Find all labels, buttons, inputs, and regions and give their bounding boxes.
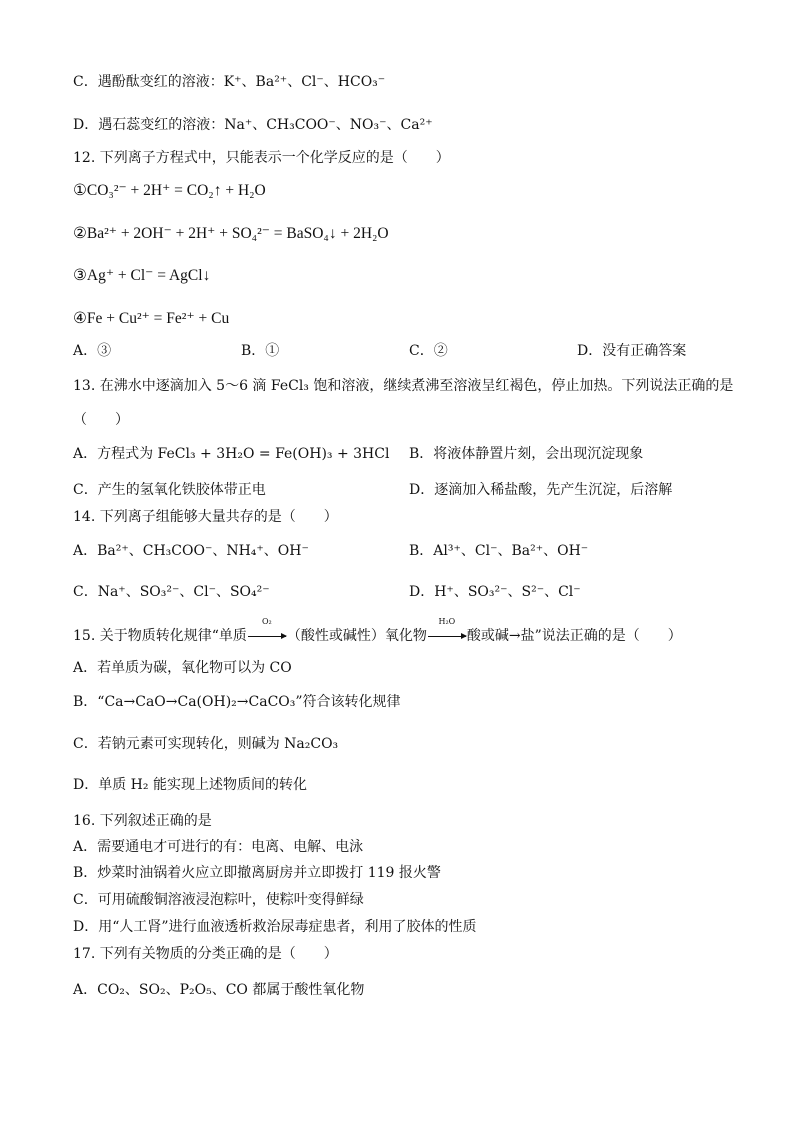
- q14-stem: 14. 下列离子组能够大量共存的是（ ）: [73, 509, 338, 525]
- q12-option-c: C．②: [409, 343, 448, 359]
- q16-option-c: C．可用硫酸铜溶液浸泡粽叶，使粽叶变得鲜绿: [73, 892, 364, 908]
- q15-stem-part-3: 酸或碱→盐”说法正确的是（ ）: [466, 628, 682, 644]
- q16-option-b: B．炒菜时油锅着火应立即撤离厨房并立即拨打 119 报火警: [73, 865, 441, 881]
- q12-equation-3: ③Ag⁺ + Cl⁻ = AgCl↓: [73, 267, 211, 284]
- q14-option-c: C．Na⁺、SO₃²⁻、Cl⁻、SO₄²⁻: [73, 584, 270, 600]
- q17-stem: 17. 下列有关物质的分类正确的是（ ）: [73, 946, 338, 962]
- q12-equation-2: ②Ba²⁺ + 2OH⁻ + 2H⁺ + SO₄²⁻ = BaSO₄↓ + 2H₂O: [73, 225, 389, 242]
- q15-option-a: A．若单质为碳，氧化物可以为 CO: [73, 660, 292, 676]
- q12-option-d: D．没有正确答案: [577, 343, 687, 359]
- q15-stem-part-1: 15. 关于物质转化规律“单质: [73, 628, 247, 644]
- reaction-arrow-h2o: [427, 617, 467, 646]
- reaction-arrow-o2: [247, 617, 287, 646]
- q16-option-d: D．用“人工肾”进行血液透析救治尿毒症患者，利用了胶体的性质: [73, 919, 477, 935]
- q13-option-d: D．逐滴加入稀盐酸，先产生沉淀，后溶解: [409, 482, 673, 498]
- q14-option-d: D．H⁺、SO₃²⁻、S²⁻、Cl⁻: [409, 584, 581, 600]
- q12-equation-4: ④Fe + Cu²⁺ = Fe²⁺ + Cu: [73, 310, 230, 327]
- q13-option-c: C．产生的氢氧化铁胶体带正电: [73, 482, 266, 498]
- q12-option-a: A．③: [73, 343, 112, 359]
- q13-option-a: A．方程式为 FeCl₃ + 3H₂O = Fe(OH)₃ + 3HCl: [73, 446, 390, 462]
- q12-stem: 12. 下列离子方程式中，只能表示一个化学反应的是（ ）: [73, 150, 450, 166]
- q11-option-c: C．遇酚酞变红的溶液：K⁺、Ba²⁺、Cl⁻、HCO₃⁻: [73, 74, 386, 90]
- q13-stem-bracket: （ ）: [73, 412, 129, 428]
- q16-stem: 16. 下列叙述正确的是: [73, 813, 212, 829]
- q12-equation-1: ①CO₃²⁻ + 2H⁺ = CO₂↑ + H₂O: [73, 182, 266, 199]
- q17-option-a: A．CO₂、SO₂、P₂O₅、CO 都属于酸性氧化物: [73, 982, 365, 998]
- q15-stem: [73, 617, 682, 646]
- q13-option-b: B．将液体静置片刻，会出现沉淀现象: [409, 446, 644, 462]
- q11-option-d: D．遇石蕊变红的溶液：Na⁺、CH₃COO⁻、NO₃⁻、Ca²⁺: [73, 117, 433, 133]
- q15-stem-part-2: （酸性或碱性）氧化物: [286, 628, 427, 644]
- q12-option-b: B．①: [241, 343, 280, 359]
- reaction-arrow-o2-label: O₂: [261, 617, 272, 626]
- q15-option-d: D．单质 H₂ 能实现上述物质间的转化: [73, 777, 307, 793]
- q15-option-b: B．“Ca→CaO→Ca(OH)₂→CaCO₃”符合该转化规律: [73, 694, 401, 710]
- q15-option-c: C．若钠元素可实现转化，则碱为 Na₂CO₃: [73, 736, 339, 752]
- q14-option-a: A．Ba²⁺、CH₃COO⁻、NH₄⁺、OH⁻: [73, 543, 309, 559]
- q14-option-b: B．Al³⁺、Cl⁻、Ba²⁺、OH⁻: [409, 543, 589, 559]
- reaction-arrow-h2o-label: H₂O: [438, 617, 456, 626]
- q13-stem: 13. 在沸水中逐滴加入 5～6 滴 FeCl₃ 饱和溶液，继续煮沸至溶液呈红褐色，停止加热。下列说法正确的是: [73, 378, 734, 394]
- q16-option-a: A．需要通电才可进行的有：电离、电解、电泳: [73, 839, 364, 855]
